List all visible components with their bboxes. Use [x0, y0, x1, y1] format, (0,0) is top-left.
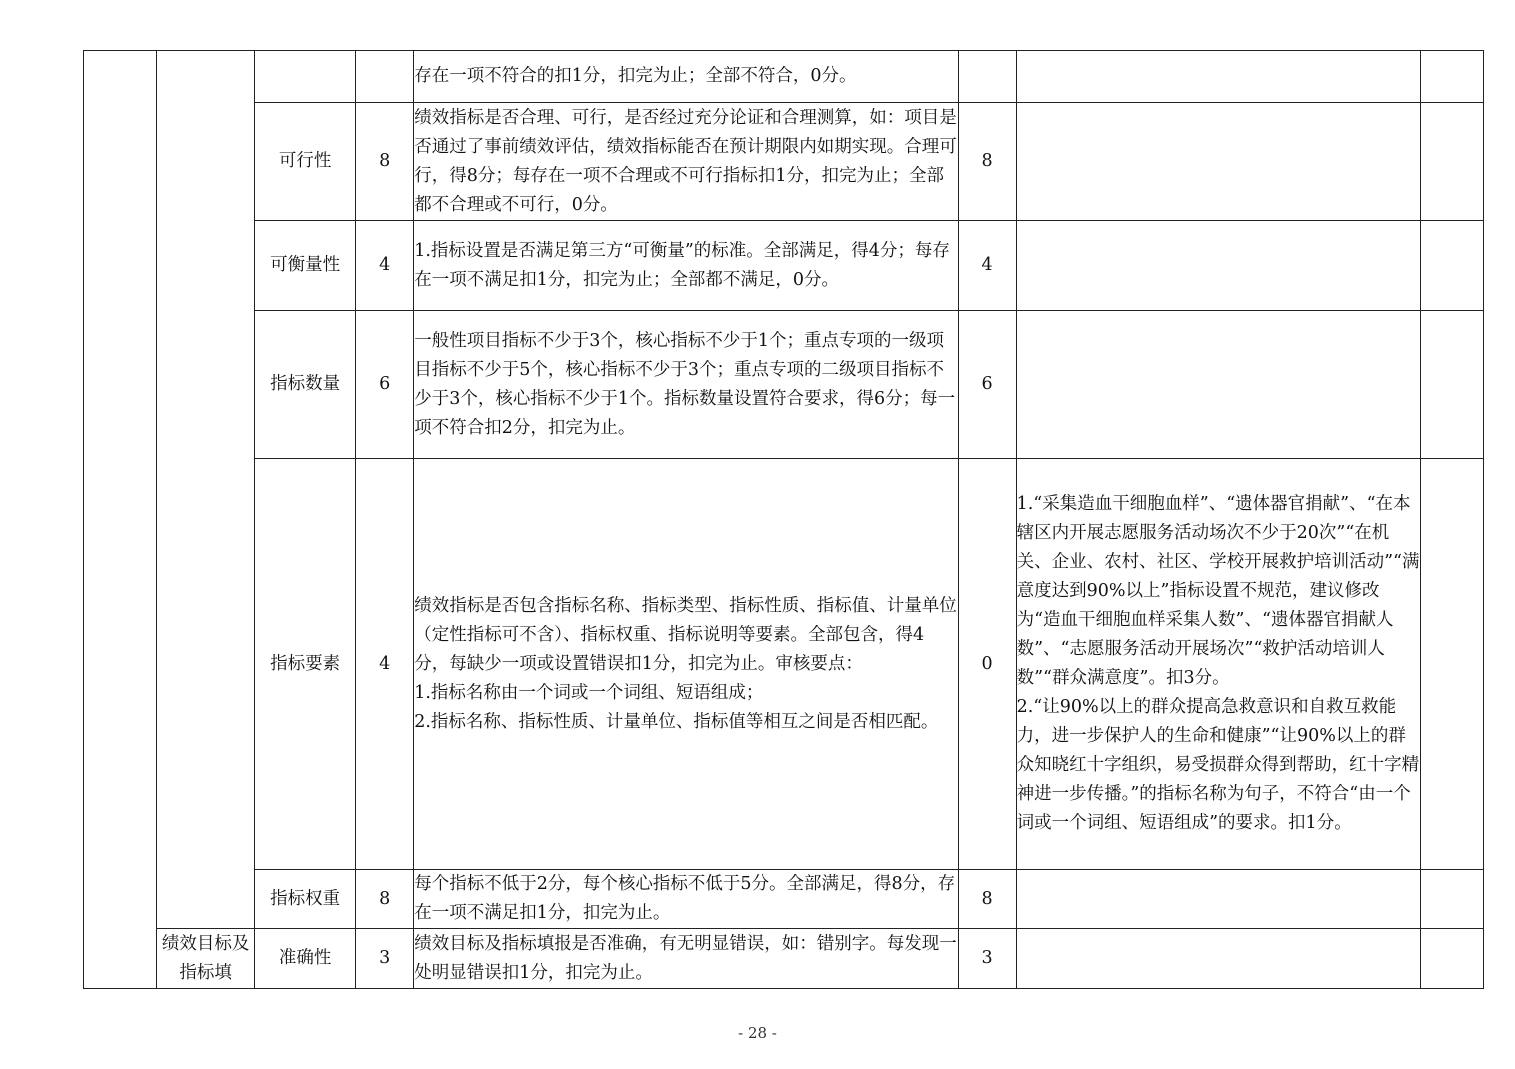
remark-cell: [1016, 51, 1420, 103]
page-number: - 28 -: [738, 1024, 777, 1042]
level1-category-cell: [84, 51, 157, 989]
weight-cell: [356, 51, 414, 103]
criteria-paragraph: 绩效指标是否包含指标名称、指标类型、指标性质、指标值、计量单位（定性指标可不含）、指标权重、指标说明等要素。全部包含，得4分，每缺少一项或设置错误扣1分，扣完为止。审核要点：: [414, 595, 957, 674]
score-cell: 6: [958, 311, 1016, 459]
remark-cell: [1016, 221, 1420, 311]
score-cell: 8: [958, 103, 1016, 221]
table-row: [84, 221, 1484, 311]
weight-cell: 4: [356, 459, 414, 870]
table-row: [84, 929, 1484, 989]
score-cell: [958, 51, 1016, 103]
remark-paragraph: 1.“采集造血干细胞血样”、“遗体器官捐献”、“在本辖区内开展志愿服务活动场次不少于20次”“在机关、企业、农村、社区、学校开展救护培训活动”“满意度达到90%以上”指标设置不规范，建议修改为“造血干细胞血样采集人数”、“遗体器官捐献人数”、“志愿服务活动开展场次”“救护活动培训人数”“群众满意度”。扣3分。: [1016, 494, 1420, 688]
evaluation-table: [83, 50, 1484, 989]
criteria-cell: 一般性项目指标不少于3个，核心指标不少于1个；重点专项的一级项目指标不少于5个，核心指标不少于3个；重点专项的二级项目指标不少于3个，核心指标不少于1个。指标数量设置符合要求，得6分；每一项不符合扣2分，扣完为止。: [414, 311, 958, 459]
criteria-cell: 1.指标设置是否满足第三方“可衡量”的标准。全部满足，得4分；每存在一项不满足扣1分，扣完为止；全部都不满足，0分。: [414, 221, 958, 311]
table-row: [84, 459, 1484, 870]
extra-cell: [1420, 221, 1483, 311]
indicator-name-cell: [255, 51, 356, 103]
extra-cell: [1420, 51, 1483, 103]
remark-cell: [1016, 929, 1420, 989]
indicator-name-cell: 指标数量: [255, 311, 356, 459]
extra-cell: [1420, 103, 1483, 221]
indicator-name-cell: 可衡量性: [255, 221, 356, 311]
score-cell: 3: [958, 929, 1016, 989]
indicator-name-cell: 准确性: [255, 929, 356, 989]
criteria-cell: 存在一项不符合的扣1分，扣完为止；全部不符合，0分。: [414, 51, 958, 103]
score-cell: 8: [958, 870, 1016, 929]
extra-cell: [1420, 929, 1483, 989]
criteria-paragraph: 2.指标名称、指标性质、计量单位、指标值等相互之间是否相匹配。: [414, 711, 939, 732]
level2-category-cell: 绩效目标及指标填: [157, 929, 255, 989]
table-row: [84, 103, 1484, 221]
criteria-cell: 每个指标不低于2分，每个核心指标不低于5分。全部满足，得8分，存在一项不满足扣1分，扣完为止。: [414, 870, 958, 929]
score-cell: 4: [958, 221, 1016, 311]
weight-cell: 3: [356, 929, 414, 989]
weight-cell: 4: [356, 221, 414, 311]
criteria-paragraph: 1.指标名称由一个词或一个词组、短语组成；: [414, 682, 764, 703]
weight-cell: 6: [356, 311, 414, 459]
score-cell: 0: [958, 459, 1016, 870]
remark-paragraph: 2.“让90%以上的群众提高急救意识和自救互救能力，进一步保护人的生命和健康”“让90%以上的群众知晓红十字组织，易受损群众得到帮助，红十字精神进一步传播。”的指标名称为句子，不符合“由一个词或一个词组、短语组成”的要求。扣1分。: [1016, 697, 1420, 833]
table-row: [84, 870, 1484, 929]
remark-cell: [1016, 870, 1420, 929]
criteria-cell: 绩效目标及指标填报是否准确，有无明显错误，如：错别字。每发现一处明显错误扣1分，扣完为止。: [414, 929, 958, 989]
indicator-name-cell: 可行性: [255, 103, 356, 221]
table-row: [84, 51, 1484, 103]
extra-cell: [1420, 311, 1483, 459]
weight-cell: 8: [356, 103, 414, 221]
criteria-cell: [414, 459, 958, 870]
table-row: [84, 311, 1484, 459]
criteria-cell: 绩效指标是否合理、可行，是否经过充分论证和合理测算，如：项目是否通过了事前绩效评估，绩效指标能否在预计期限内如期实现。合理可行，得8分；每存在一项不合理或不可行指标扣1分，扣完为止；全部都不合理或不可行，0分。: [414, 103, 958, 221]
extra-cell: [1420, 870, 1483, 929]
remark-cell: [1016, 311, 1420, 459]
indicator-name-cell: 指标要素: [255, 459, 356, 870]
extra-cell: [1420, 459, 1483, 870]
indicator-name-cell: 指标权重: [255, 870, 356, 929]
remark-cell: [1016, 459, 1420, 870]
level2-category-cell: [157, 51, 255, 929]
remark-cell: [1016, 103, 1420, 221]
weight-cell: 8: [356, 870, 414, 929]
